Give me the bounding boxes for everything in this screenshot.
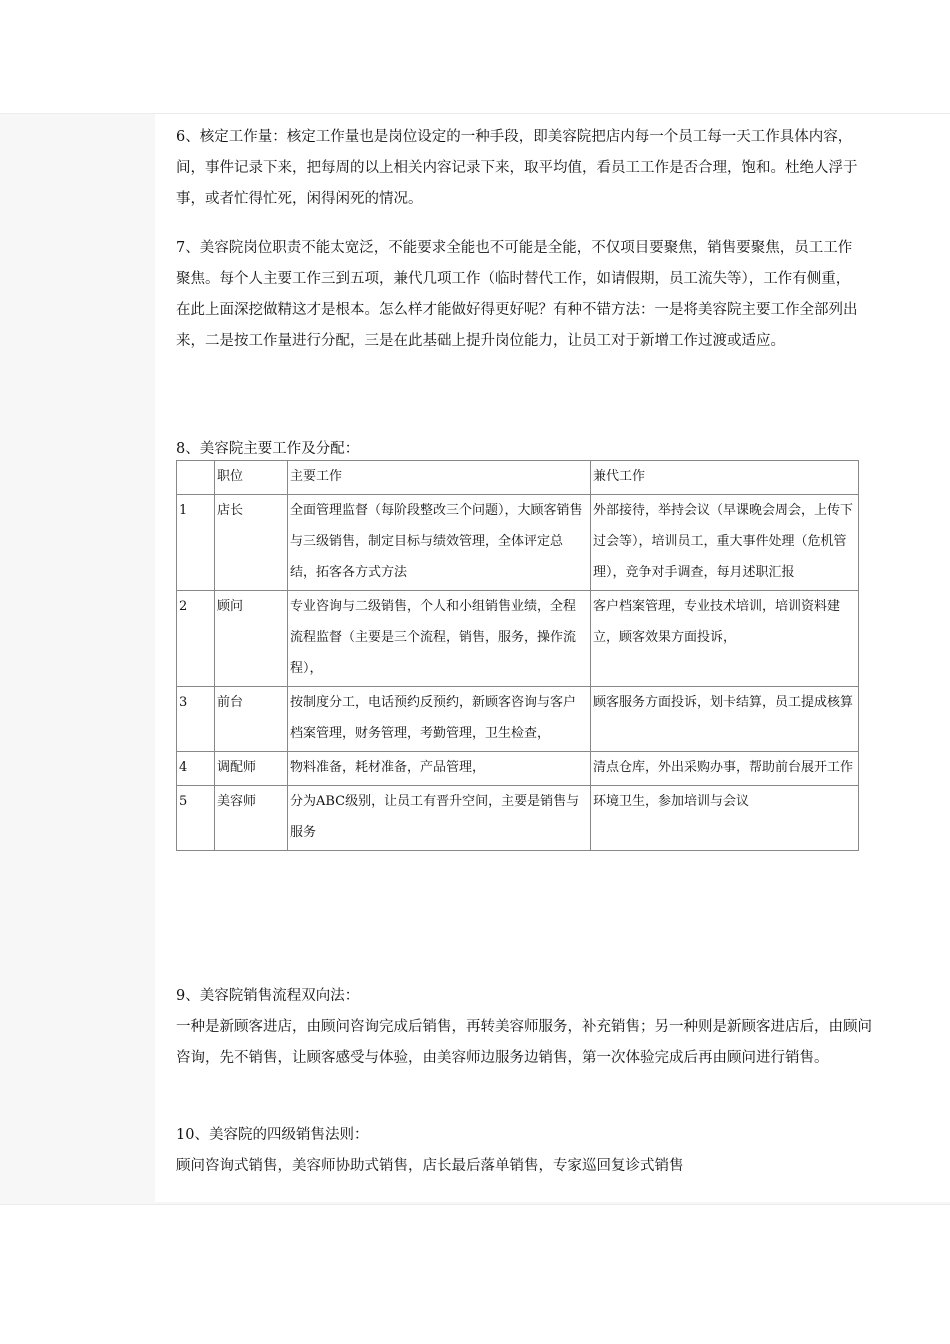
table-header-row (177, 461, 859, 495)
text-line: 在此上面深挖做精这才是根本。怎么样才能做好得更好呢？有种不错方法：一是将美容院主要工作全部列出 (176, 302, 858, 318)
text-line: 一种是新顾客进店，由顾问咨询完成后销售，再转美容师服务，补充销售；另一种则是新顾客进店后，由顾问 (176, 1019, 872, 1035)
row-index: 5 (177, 786, 215, 851)
row-index: 1 (177, 495, 215, 591)
row-position: 顾问 (215, 591, 288, 687)
row-index: 2 (177, 591, 215, 687)
paragraph-9 (176, 981, 950, 1074)
row-secondary-work: 外部接待，举持会议（早课晚会周会，上传下过会等），培训员工，重大事件处理（危机管理），竞争对手调查，每月述职汇报 (591, 495, 859, 591)
header-cell-position: 职位 (215, 461, 288, 495)
table-row (177, 752, 859, 786)
text-line: 间，事件记录下来，把每周的以上相关内容记录下来，取平均值，看员工工作是否合理，饱和。杜绝人浮于 (176, 160, 858, 176)
row-position: 美容师 (215, 786, 288, 851)
text-line: 10、美容院的四级销售法则： (176, 1127, 369, 1143)
text-line: 9、美容院销售流程双向法： (176, 988, 360, 1004)
section-heading-8: 8、美容院主要工作及分配： (176, 441, 360, 457)
text-line: 咨询，先不销售，让顾客感受与体验，由美容师边服务边销售，第一次体验完成后再由顾问进行销售。 (176, 1050, 829, 1066)
header-cell-index (177, 461, 215, 495)
row-main-work: 专业咨询与二级销售，个人和小组销售业绩，全程流程监督（主要是三个流程，销售，服务，操作流程）， (288, 591, 591, 687)
row-index: 4 (177, 752, 215, 786)
row-secondary-work: 清点仓库，外出采购办事，帮助前台展开工作 (591, 752, 859, 786)
text-line: 顾问咨询式销售，美容师协助式销售，店长最后落单销售，专家巡回复诊式销售 (176, 1158, 684, 1174)
row-position: 调配师 (215, 752, 288, 786)
paragraph-6 (176, 122, 950, 215)
row-main-work: 物料准备，耗材准备，产品管理， (288, 752, 591, 786)
document-body (155, 114, 950, 1202)
text-line: 7、美容院岗位职责不能太宽泛，不能要求全能也不可能是全能，不仅项目要聚焦，销售要聚焦，员工工作 (176, 240, 853, 256)
row-secondary-work: 客户档案管理，专业技术培训，培训资料建立，顾客效果方面投诉， (591, 591, 859, 687)
row-position: 前台 (215, 687, 288, 752)
text-line: 6、核定工作量：核定工作量也是岗位设定的一种手段，即美容院把店内每一个员工每一天工作具体内容， (176, 129, 853, 145)
text-line: 事，或者忙得忙死，闲得闲死的情况。 (176, 191, 423, 207)
table-row (177, 495, 859, 591)
text-line: 来，二是按工作量进行分配，三是在此基础上提升岗位能力，让员工对于新增工作过渡或适应。 (176, 333, 785, 349)
row-main-work: 全面管理监督（每阶段整改三个问题），大顾客销售与三级销售，制定目标与绩效管理，全体评定总结，拓客各方式方法 (288, 495, 591, 591)
paragraph-10 (176, 1120, 950, 1182)
job-allocation-table (176, 460, 859, 851)
table-row (177, 786, 859, 851)
row-secondary-work: 顾客服务方面投诉，划卡结算，员工提成核算 (591, 687, 859, 752)
header-cell-secondary-work: 兼代工作 (591, 461, 859, 495)
row-index: 3 (177, 687, 215, 752)
row-position: 店长 (215, 495, 288, 591)
row-secondary-work: 环境卫生，参加培训与会议 (591, 786, 859, 851)
table-row (177, 591, 859, 687)
text-line: 聚焦。每个人主要工作三到五项，兼代几项工作（临时替代工作，如请假期，员工流失等），工作有侧重， (176, 271, 851, 287)
row-main-work: 分为ABC级别，让员工有晋升空间，主要是销售与服务 (288, 786, 591, 851)
header-cell-main-work: 主要工作 (288, 461, 591, 495)
row-main-work: 按制度分工，电话预约反预约，新顾客咨询与客户档案管理，财务管理，考勤管理，卫生检查， (288, 687, 591, 752)
table-row (177, 687, 859, 752)
paragraph-7 (176, 233, 950, 357)
